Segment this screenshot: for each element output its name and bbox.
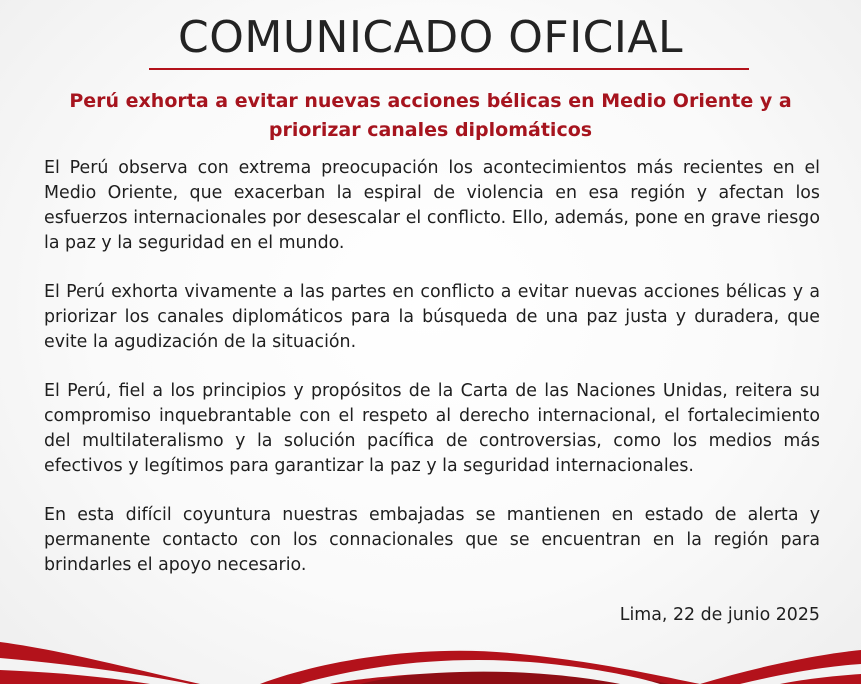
communique-body (44, 156, 820, 602)
paragraph-2: El Perú exhorta vivamente a las partes en conflicto a evitar nuevas acciones bélicas y a priorizar los canales diplomáticos para la búsqueda de una paz justa y duradera, que evite la agudización de la situación. (44, 282, 820, 352)
date-line: Lima, 22 de junio 2025 (619, 605, 820, 625)
title-underline (149, 68, 749, 70)
page-title: COMUNICADO OFICIAL (178, 12, 683, 63)
decorative-waves (0, 614, 861, 684)
paragraph-4: En esta difícil coyuntura nuestras embajadas se mantienen en estado de alerta y permanente contacto con los connacionales que se encuentran en la región para brindarles el apoyo necesario. (44, 505, 820, 575)
paragraph-1: El Perú observa con extrema preocupación los acontecimientos más recientes en el Medio Oriente, que exacerban la espiral de violencia en esa región y afectan los esfuerzos internacionales por desescalar el conflicto. Ello, además, pone en grave riesgo la paz y la seguridad en el mundo. (44, 158, 820, 253)
headline: Perú exhorta a evitar nuevas acciones bélicas en Medio Oriente y a priorizar canales diplomáticos (69, 90, 792, 141)
paragraph-3: El Perú, fiel a los principios y propósitos de la Carta de las Naciones Unidas, reitera su compromiso inquebrantable con el respeto al derecho internacional, el fortalecimiento del multilateralismo y la solución pacífica de controversias, como los medios más efectivos y legítimos para garantizar la paz y la seguridad internacionales. (44, 381, 820, 476)
